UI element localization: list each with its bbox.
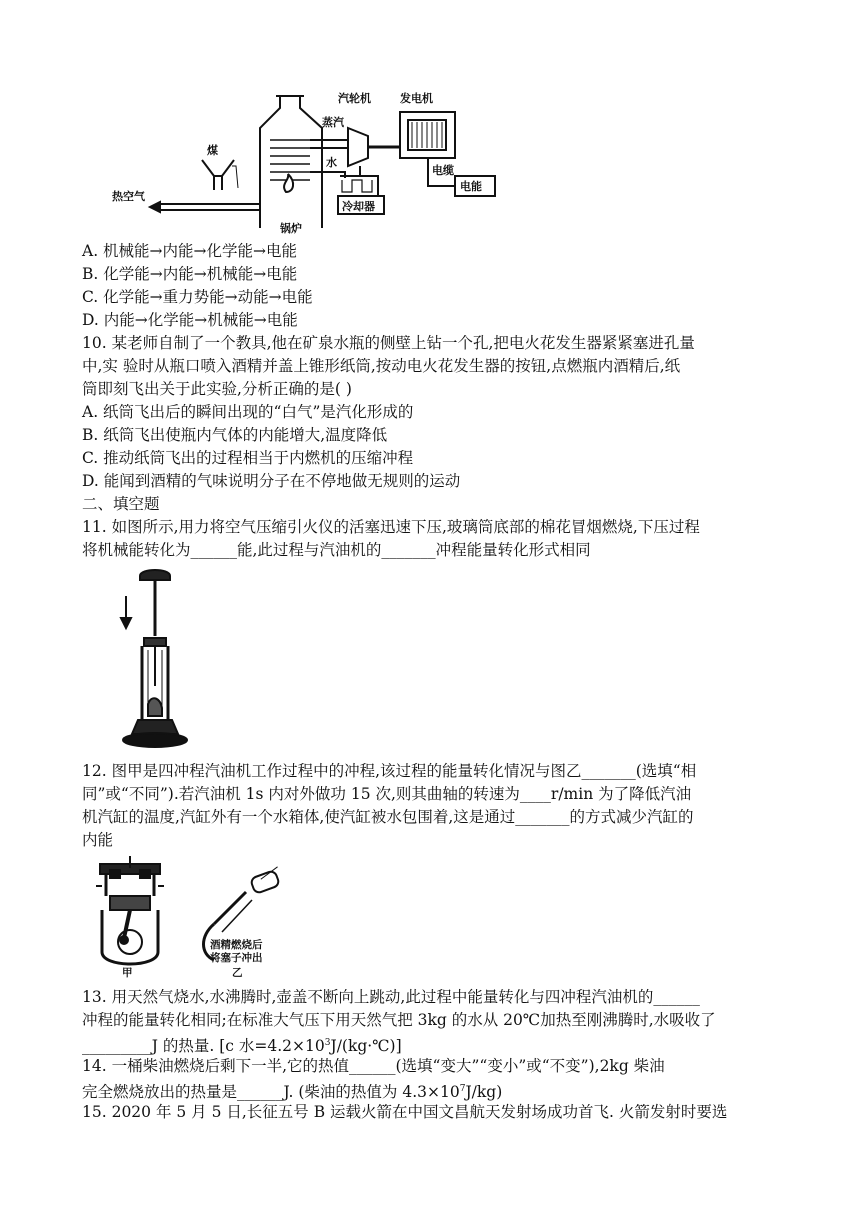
tube-caption-line-2: 将塞子冲出 — [210, 952, 263, 964]
q12-line-1: 12. 图甲是四冲程汽油机工作过程中的冲程,该过程的能量转化情况与图乙_______(选填“相 — [82, 762, 697, 780]
section-heading: 二、填空题 — [82, 495, 160, 513]
cable-label: 电缆 — [432, 164, 454, 177]
q10-option-d: D. 能闻到酒精的气味说明分子在不停地做无规则的运动 — [82, 472, 461, 490]
q14-line-2-main: 完全燃烧放出的热量是______J. (柴油的热值为 4.3×10 — [82, 1083, 460, 1102]
q14-line-2 — [82, 1078, 502, 1103]
q12-line-2: 同”或“不同”).若汽油机 1s 内对外做功 15 次,则其曲轴的转速为____r/min 为了降低汽油 — [82, 785, 692, 803]
q14-exponent: 7 — [459, 1084, 466, 1094]
q14-line-2-unit: J/kg) — [465, 1083, 503, 1102]
q13-line-3-main: _________J 的热量. [c 水=4.2×10 — [82, 1037, 325, 1056]
hot-air-label: 热空气 — [112, 190, 145, 203]
boiler-label: 锅炉 — [280, 222, 302, 234]
electric-label: 电能 — [460, 180, 482, 193]
q10-option-c: C. 推动纸筒飞出的过程相当于内燃机的压缩冲程 — [82, 449, 414, 467]
air-compression-igniter-figure — [118, 566, 198, 750]
q15-line-1: 15. 2020 年 5 月 5 日,长征五号 B 运载火箭在中国文昌航天发射场成功首飞. 火箭发射时要选 — [82, 1103, 728, 1121]
generator-label: 发电机 — [400, 92, 433, 105]
q13-line-1: 13. 用天然气烧水,水沸腾时,壶盖不断向上跳动,此过程中能量转化与四冲程汽油机的______ — [82, 988, 700, 1006]
q12-line-4: 内能 — [82, 831, 114, 849]
steam-label: 蒸汽 — [322, 116, 344, 129]
q13-line-3-unit: J/(kg·℃)] — [330, 1037, 402, 1056]
figure-yi-label: 乙 — [232, 967, 243, 978]
q9-option-c: C. 化学能→重力势能→动能→电能 — [82, 288, 313, 306]
q11-line-2: 将机械能转化为______能,此过程与汽油机的_______冲程能量转化形式相同 — [82, 541, 591, 559]
q9-option-a: A. 机械能→内能→化学能→电能 — [82, 242, 298, 260]
q10-line-2: 中,实 验时从瓶口喷入酒精并盖上锥形纸筒,按动电火花发生器的按钮,点燃瓶内酒精后,纸 — [82, 357, 681, 375]
q14-line-1: 14. 一桶柴油燃烧后剩下一半,它的热值______(选填“变大”“变小”或“不变”),2kg 柴油 — [82, 1057, 665, 1075]
q10-line-1: 10. 某老师自制了一个教具,他在矿泉水瓶的侧壁上钻一个孔,把电火花发生器紧紧塞进孔量 — [82, 334, 695, 352]
q11-line-1: 11. 如图所示,用力将空气压缩引火仪的活塞迅速下压,玻璃筒底部的棉花冒烟燃烧,下压过程 — [82, 518, 700, 536]
q13-line-3 — [82, 1032, 402, 1057]
turbine-label: 汽轮机 — [338, 92, 371, 105]
cooler-label: 冷却器 — [342, 200, 375, 213]
q9-option-d: D. 内能→化学能→机械能→电能 — [82, 311, 298, 329]
q10-option-b: B. 纸筒飞出使瓶内气体的内能增大,温度降低 — [82, 426, 388, 444]
q10-line-3: 筒即刻飞出关于此实验,分析正确的是( ) — [82, 380, 352, 398]
coal-label: 煤 — [207, 144, 218, 157]
power-plant-diagram — [110, 88, 500, 234]
q12-line-3: 机汽缸的温度,汽缸外有一个水箱体,使汽缸被水包围着,这是通过_______的方式减少汽缸的 — [82, 808, 694, 826]
q13-line-2: 冲程的能量转化相同;在标准大气压下用天然气把 3kg 的水从 20℃加热至刚沸腾时,水吸收了 — [82, 1011, 716, 1029]
q10-option-a: A. 纸筒飞出后的瞬间出现的“白气”是汽化形成的 — [82, 403, 414, 421]
tube-caption-line-1: 酒精燃烧后 — [210, 939, 263, 951]
q9-option-b: B. 化学能→内能→机械能→电能 — [82, 265, 298, 283]
figure-jia-label: 甲 — [122, 967, 133, 978]
q13-exponent: 3 — [324, 1038, 331, 1048]
water-label: 水 — [326, 156, 337, 169]
engine-and-tube-figure — [96, 856, 306, 978]
